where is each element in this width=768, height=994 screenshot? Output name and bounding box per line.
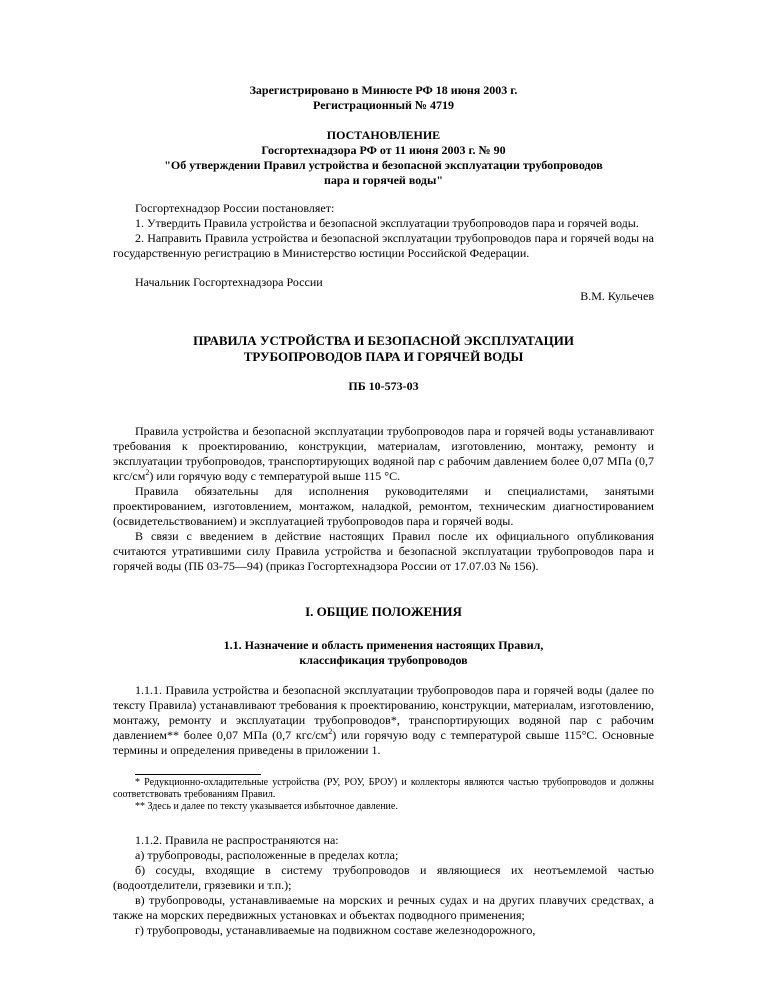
- list-item: в) трубопроводы, устанавливаемые на морских и речных судах и на других плавучих средствах, а также на морских передвижных установках и объектах подводного применения;: [113, 893, 654, 922]
- footnote: ** Здесь и далее по тексту указывается избыточное давление.: [135, 801, 398, 812]
- footnote: * Редукционно-охладительные устройства (РУ, РОУ, БРОУ) и коллекторы являются частью трубопроводов и должны соответствовать требованиям Правил.: [113, 777, 654, 800]
- superscript: 2: [145, 468, 150, 477]
- signature-role: Начальник Госгортехнадзора России: [135, 275, 323, 289]
- signature-block: [113, 275, 654, 305]
- section-heading: I. ОБЩИЕ ПОЛОЖЕНИЯ: [305, 604, 462, 619]
- decree-issuer-date: Госгортехнадзора РФ от 11 июня 2003 г. № 90: [261, 143, 506, 157]
- decree-body: [113, 201, 654, 261]
- registration-number: Регистрационный № 4719: [313, 98, 454, 112]
- paragraph-1-1-2: [113, 833, 654, 938]
- subsection-heading-line: классификация трубопроводов: [299, 653, 468, 667]
- decree-subject-line: пара и горячей воды": [324, 173, 443, 187]
- subsection-heading-line: 1.1. Назначение и область применения настоящих Правил,: [223, 638, 544, 652]
- registration-block: [113, 83, 654, 113]
- rules-title-block: [113, 333, 654, 365]
- subsection-heading: [113, 638, 654, 668]
- decree-item: 2. Направить Правила устройства и безопасной эксплуатации трубопроводов пара и горячей воды на государственную регистрацию в Министерство юстиции Российской Федерации.: [113, 231, 654, 260]
- paragraph-1-1-1: [113, 683, 654, 758]
- footnotes: [113, 777, 654, 813]
- list-item: а) трубопроводы, расположенные в пределах котла;: [135, 848, 399, 862]
- rules-title-line: ТРУБОПРОВОДОВ ПАРА И ГОРЯЧЕЙ ВОДЫ: [243, 349, 524, 364]
- intro-paragraph: В связи с введением в действие настоящих Правил после их официального опубликования считаются утратившими силу Правила устройства и безопасной эксплуатации трубопроводов пара и горячей воды (ПБ 03-75—94) (приказ Госгортехнадзора России от 17.07.03 № 156).: [113, 529, 654, 573]
- paragraph-text: 1.1.1. Правила устройства и безопасной эксплуатации трубопроводов пара и горячей воды (далее по тексту Правила) устанавливают требования к проектированию, конструкции, материалам, изготовлению, монтажу, ремонту и эксплуатации трубопроводов*, транспортирующих водяной пар с рабочим давлением** более 0,07 МПа (0,7 кгс/см: [113, 683, 654, 742]
- decree-title: ПОСТАНОВЛЕНИЕ: [326, 128, 441, 142]
- rules-intro: [113, 424, 654, 574]
- list-intro: 1.1.2. Правила не распространяются на:: [135, 833, 339, 847]
- document-page: [113, 83, 654, 938]
- decree-item: 1. Утвердить Правила устройства и безопасной эксплуатации трубопроводов пара и горячей воды.: [135, 216, 639, 230]
- list-item: г) трубопроводы, устанавливаемые на подвижном составе железнодорожного,: [135, 923, 536, 937]
- decree-subject-line: "Об утверждении Правил устройства и безопасной эксплуатации трубопроводов: [164, 158, 603, 172]
- signature-name: В.М. Кульечев: [580, 289, 654, 303]
- intro-paragraph: Правила обязательны для исполнения руководителями и специалистами, занятыми проектированием, изготовлением, монтажом, наладкой, ремонтом, техническим диагностированием (освидетельствованием) и эксплуатацией трубопроводов пара и горячей воды.: [113, 484, 654, 528]
- intro-text: Правила устройства и безопасной эксплуатации трубопроводов пара и горячей воды устанавливают требования к проектированию, конструкции, материалам, изготовлению, монтажу, ремонту и эксплуатации трубопроводов, транспортирующих водяной пар с рабочим давлением более 0,07 МПа (0,7 кгс/см: [113, 424, 654, 483]
- footnote-divider: [135, 774, 261, 775]
- rules-code: ПБ 10-573-03: [348, 379, 419, 393]
- paragraph-text: ) или горячую воду с температурой свыше 115°С. Основные термины и определения приведены в приложении 1.: [113, 728, 654, 757]
- registration-line: Зарегистрировано в Минюсте РФ 18 июня 2003 г.: [249, 83, 518, 97]
- list-item: б) сосуды, входящие в систему трубопроводов и являющиеся их неотъемлемой частью (водоотделители, грязевики и т.п.);: [113, 863, 654, 892]
- decree-preamble: Госгортехнадзор России постановляет:: [135, 201, 335, 215]
- intro-text: ) или горячую воду с температурой выше 115 °С.: [149, 469, 401, 483]
- superscript: 2: [328, 727, 333, 736]
- intro-paragraph: [113, 424, 654, 484]
- decree-title-block: [113, 128, 654, 188]
- rules-title-line: ПРАВИЛА УСТРОЙСТВА И БЕЗОПАСНОЙ ЭКСПЛУАТАЦИИ: [193, 333, 574, 348]
